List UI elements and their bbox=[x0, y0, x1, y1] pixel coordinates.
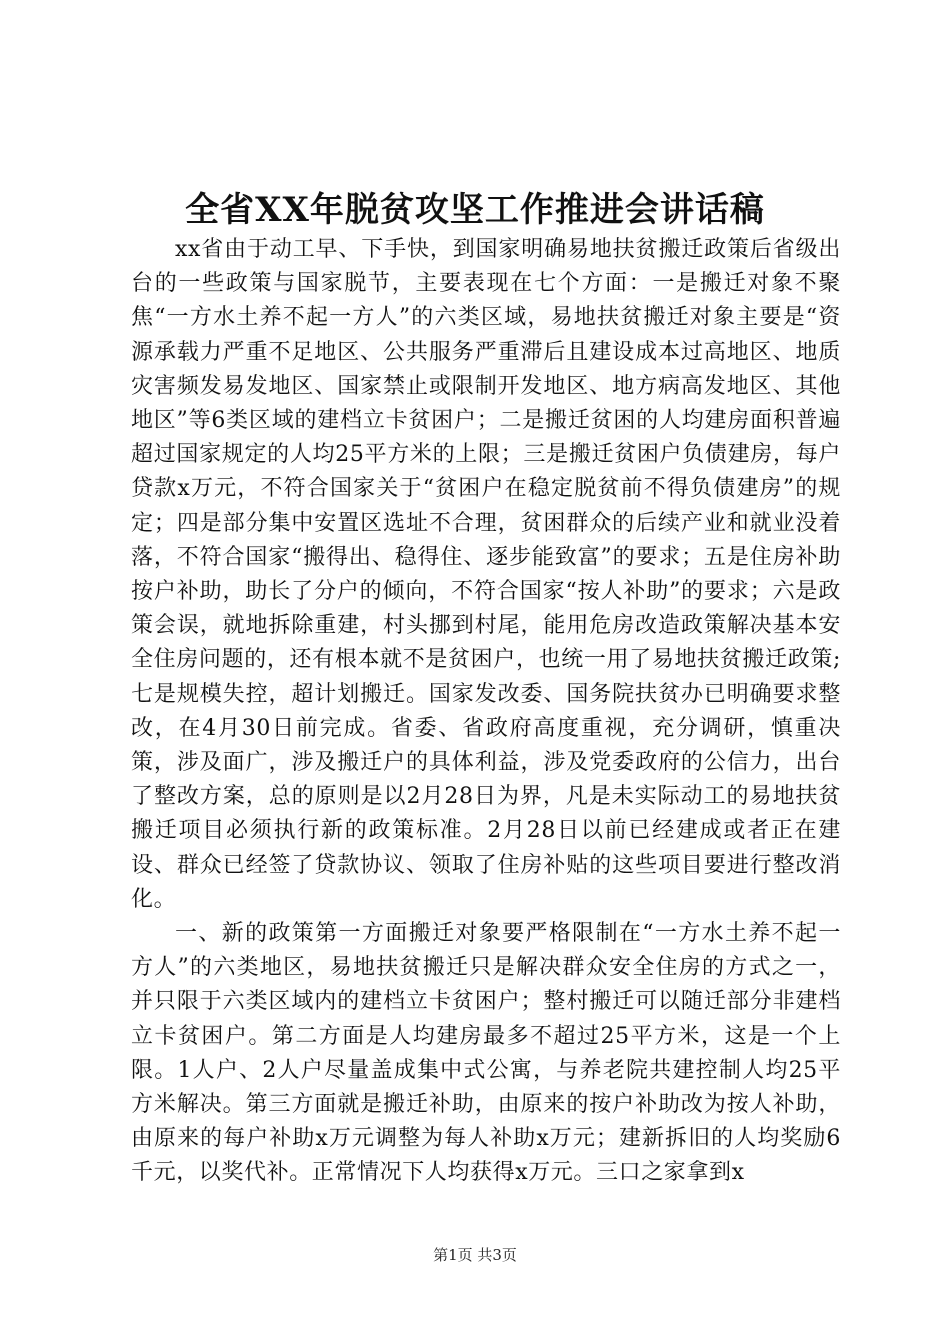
document-title: 全省XX年脱贫攻坚工作推进会讲话稿 bbox=[185, 190, 765, 230]
paragraph-2: 一、新的政策第一方面搬迁对象要严格限制在“一方水土养不起一方人”的六类地区，易地扶贫搬迁只是解决群众安全住房的方式之一，并只限于六类区域内的建档立卡贫困户；整村搬迁可以随迁部分非建档立卡贫困户。第二方面是人均建房最多不超过25平方米，这是一个上限。1人户、2人户尽量盖成集中式公寓，与养老院共建控制人均25平方米解决。第三方面就是搬迁补助，由原来的按户补助改为按人补助，由原来的每户补助x万元调整为每人补助x万元；建新拆旧的人均奖励6千元，以奖代补。正常情况下人均获得x万元。三口之家拿到x bbox=[131, 921, 841, 1186]
page-number-footer: 第1页 共3页 bbox=[433, 1246, 517, 1264]
paragraph-1: xx省由于动工早、下手快，到国家明确易地扶贫搬迁政策后省级出台的一些政策与国家脱节，主要表现在七个方面：一是搬迁对象不聚焦“一方水土养不起一方人”的六类区域，易地扶贫搬迁对象主要是“资源承载力严重不足地区、公共服务严重滞后且建设成本过高地区、地质灾害频发易发地区、国家禁止或限制开发地区、地方病高发地区、其他地区”等6类区域的建档立卡贫困户；二是搬迁贫困的人均建房面积普遍超过国家规定的人均25平方米的上限；三是搬迁贫困户负债建房，每户贷款x万元，不符合国家关于“贫困户在稳定脱贫前不得负债建房”的规定；四是部分集中安置区选址不合理，贫困群众的后续产业和就业没着落，不符合国家“搬得出、稳得住、逐步能致富”的要求；五是住房补助按户补助，助长了分户的倾向，不符合国家“按人补助”的要求；六是政策会误，就地拆除重建，村头挪到村尾，能用危房改造政策解决基本安全住房问题的，还有根本就不是贫困户，也统一用了易地扶贫搬迁政策;七是规模失控，超计划搬迁。国家发改委、国务院扶贫办已明确要求整改，在4月30日前完成。省委、省政府高度重视，充分调研，慎重决策，涉及面广，涉及搬迁户的具体利益，涉及党委政府的公信力，出台了整改方案，总的原则是以2月28日为界，凡是未实际动工的易地扶贫搬迁项目必须执行新的政策标准。2月28日以前已经建成或者正在建设、群众已经签了贷款协议、领取了住房补贴的这些项目要进行整改消化。 bbox=[131, 237, 841, 912]
document-body bbox=[131, 233, 841, 1191]
